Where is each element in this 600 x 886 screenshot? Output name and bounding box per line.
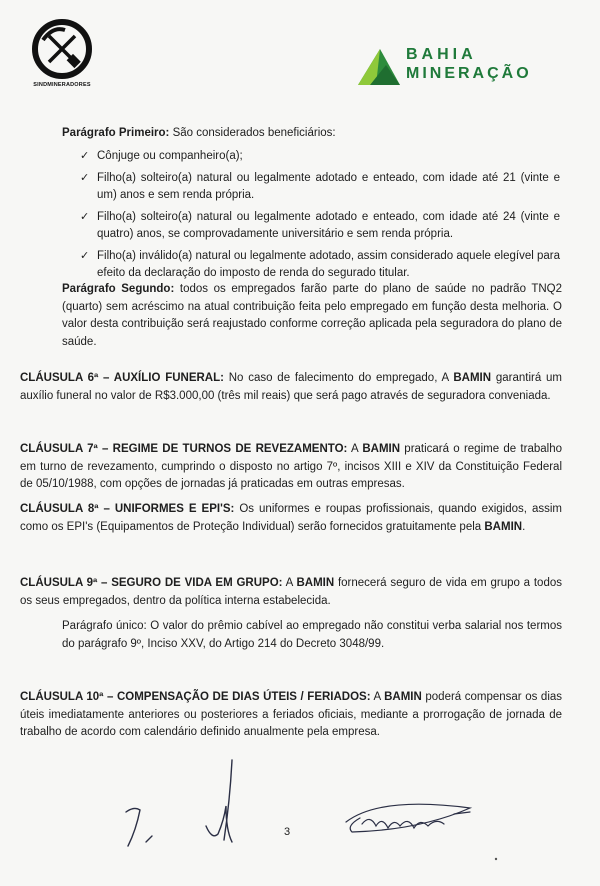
clausula-8-label: CLÁUSULA 8ª – UNIFORMES E EPI'S:	[20, 503, 235, 515]
sindmineradores-logo	[22, 18, 102, 88]
signature-2-icon	[206, 760, 232, 842]
bamin-wordmark-line1: BAHIA	[406, 46, 477, 63]
bamin-wordmark	[406, 45, 532, 83]
paragrafo-segundo-text: todos os empregados farão parte do plano de saúde no padrão TNQ2 (quarto) sem acréscimo na atual contribuição feita pelo empregado em função desta melhoria. O valor desta contribuição será reajustado conforme correção aplicada pela seguradora do plano de saúde.	[62, 283, 563, 348]
checkmark-icon: ✓	[80, 249, 90, 262]
clausula-9-paragrafo-unico: Parágrafo único: O valor do prêmio cabível ao empregado não constitui verba salarial nos termos do parágrafo 9º, Inciso XXV, do Artigo 214 do Decreto 3048/99.	[62, 620, 562, 650]
clausula-6: CLÁUSULA 6ª – AUXÍLIO FUNERAL: No caso de falecimento do empregado, A BAMIN garantirá um auxílio funeral no valor de R$3.000,00 (três mil reais) que será pago através de seguradora conveniada.	[20, 372, 562, 402]
bamin-mountain-icon	[356, 47, 402, 87]
paragrafo-primeiro	[62, 125, 562, 143]
bamin-logo	[356, 45, 556, 95]
signature-3-icon	[346, 804, 470, 832]
page-number: 3	[284, 826, 291, 838]
pickaxe-shovel-emblem-icon	[31, 18, 93, 80]
paragrafo-segundo-label: Parágrafo Segundo:	[62, 283, 175, 295]
checkmark-icon: ✓	[80, 171, 90, 184]
bamin-name: BAMIN	[296, 577, 335, 589]
ink-dot	[495, 858, 497, 860]
checkmark-icon: ✓	[80, 150, 90, 162]
bamin-name: BAMIN	[453, 372, 492, 384]
bamin-name: BAMIN	[362, 443, 401, 455]
paragrafo-primeiro-text: São considerados beneficiários:	[169, 127, 336, 139]
clausula-10-label: CLÁUSULA 10ª – COMPENSAÇÃO DE DIAS ÚTEIS / FERIADOS:	[20, 691, 371, 703]
paragrafo-segundo	[62, 281, 562, 351]
list-item: ✓ Filho(a) solteiro(a) natural ou legalmente adotado e enteado, com idade até 21 (vinte e um) anos e sem renda própria.	[80, 171, 560, 201]
clausula-9-label: CLÁUSULA 9ª – SEGURO DE VIDA EM GRUPO:	[20, 577, 283, 589]
list-item: ✓ Filho(a) solteiro(a) natural ou legalmente adotado e enteado, com idade até 24 (vinte e quatro) anos, se comprovadamente universitário e sem renda própria.	[80, 210, 560, 240]
list-item: ✓ Filho(a) inválido(a) natural ou legalmente adotado, assim considerado aquele elegível para efeito da declaração do imposto de renda do segurado titular.	[80, 249, 560, 279]
beneficiarios-list	[80, 148, 560, 287]
clausula-7: CLÁUSULA 7ª – REGIME DE TURNOS DE REVEZAMENTO: A BAMIN praticará o regime de trabalho em turno de revezamento, cumprindo o disposto no artigo 7º, incisos XIII e XIV da Constituição Federal de 05/10/1988, com opções de jornadas já praticadas em outras empresas.	[20, 443, 562, 490]
clausula-7-label: CLÁUSULA 7ª – REGIME DE TURNOS DE REVEZAMENTO:	[20, 443, 348, 455]
paragrafo-primeiro-label: Parágrafo Primeiro:	[62, 127, 170, 139]
bamin-name: BAMIN	[484, 520, 523, 533]
clausula-8: CLÁUSULA 8ª – UNIFORMES E EPI'S: Os uniformes e roupas profissionais, quando exigidos, assim como os EPI's (Equipamentos de Proteção Individual) serão fornecidos gratuitamente pela BAMIN.	[20, 503, 562, 533]
checkmark-icon: ✓	[80, 210, 90, 223]
list-item: ✓ Cônjuge ou companheiro(a);	[80, 148, 560, 166]
clausula-9: CLÁUSULA 9ª – SEGURO DE VIDA EM GRUPO: A BAMIN fornecerá seguro de vida em grupo a todos os seus empregados, dentro da política interna estabelecida.	[20, 577, 562, 607]
bamin-name: BAMIN	[384, 691, 422, 703]
bamin-wordmark-line2: MINERAÇÃO	[406, 65, 532, 82]
signature-1-icon	[126, 808, 152, 846]
clausula-6-label: CLÁUSULA 6ª – AUXÍLIO FUNERAL:	[20, 372, 224, 384]
left-logo-caption: SINDMINERADORES	[33, 82, 91, 88]
clausula-10: CLÁUSULA 10ª – COMPENSAÇÃO DE DIAS ÚTEIS / FERIADOS: A BAMIN poderá compensar os dias úteis imediatamente anteriores ou posteriores a feriados oficiais, mediante a prorrogação de jornada de trabalho de acordo com calendário definido anualmente pela empresa.	[20, 691, 563, 738]
